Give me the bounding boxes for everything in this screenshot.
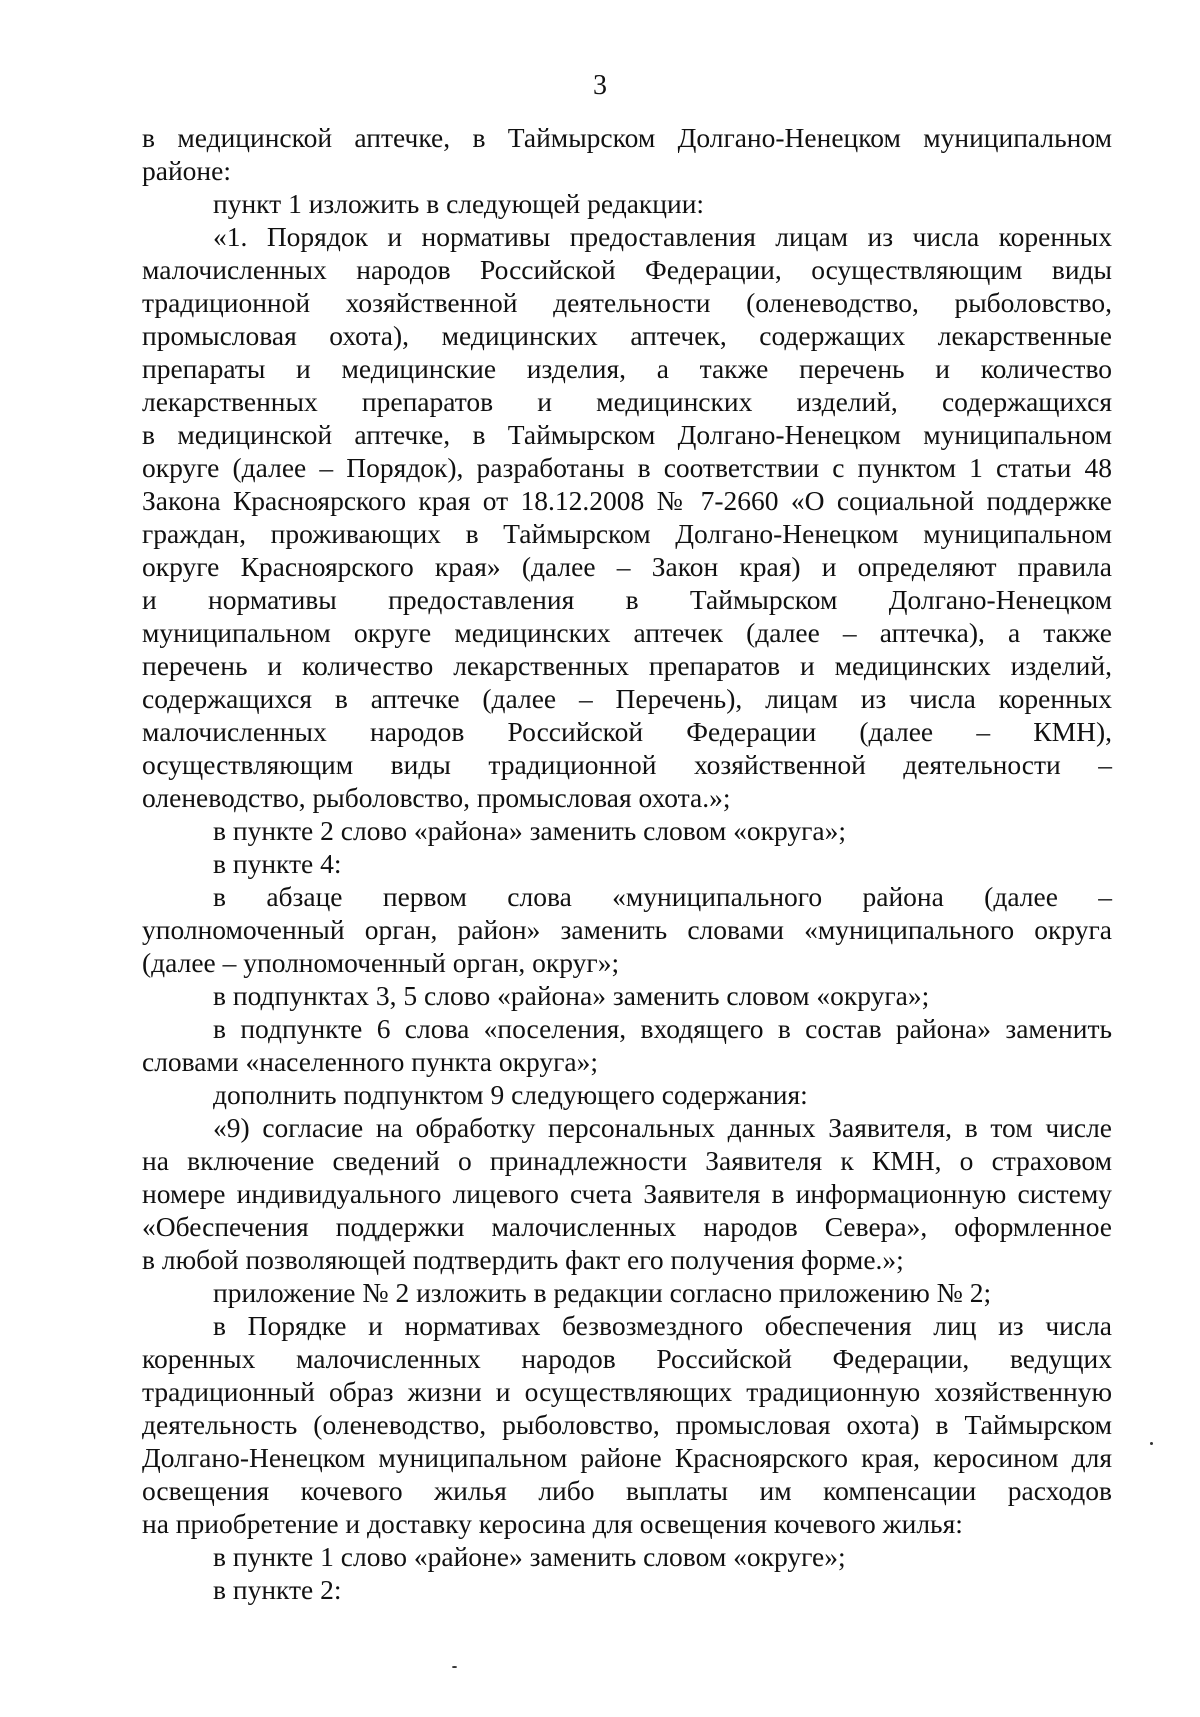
text-line: приложение № 2 изложить в редакции согласно приложению № 2; bbox=[213, 1277, 992, 1308]
text-line: в любой позволяющей подтвердить факт его получения форме.»; bbox=[142, 1244, 904, 1275]
text-line: традиционной хозяйственной деятельности (оленеводство, рыболовство, bbox=[142, 287, 1112, 318]
text-line: в абзаце первом слова «муниципального района (далее – bbox=[213, 881, 1112, 912]
text-line: лекарственных препаратов и медицинских изделий, содержащихся bbox=[142, 386, 1112, 417]
text-line: Закона Красноярского края от 18.12.2008 № 7-2660 «О социальной поддержке bbox=[142, 485, 1112, 516]
text-line: в подпунктах 3, 5 слово «района» заменить словом «округа»; bbox=[213, 980, 930, 1011]
text-line: оленеводство, рыболовство, промысловая охота.»; bbox=[142, 782, 731, 813]
text-line: перечень и количество лекарственных препаратов и медицинских изделий, bbox=[142, 650, 1112, 681]
text-line: содержащихся в аптечке (далее – Перечень), лицам из числа коренных bbox=[142, 683, 1112, 714]
text-line: округе Красноярского края» (далее – Закон края) и определяют правила bbox=[142, 551, 1112, 582]
scan-speck bbox=[1150, 1442, 1153, 1445]
text-line: на приобретение и доставку керосина для освещения кочевого жилья: bbox=[142, 1508, 963, 1539]
text-line: дополнить подпунктом 9 следующего содержания: bbox=[213, 1079, 808, 1110]
text-line: коренных малочисленных народов Российской Федерации, ведущих bbox=[142, 1343, 1112, 1374]
text-line: и нормативы предоставления в Таймырском Долгано-Ненецком bbox=[142, 584, 1112, 615]
text-line: районе: bbox=[142, 155, 231, 186]
text-line: в пункте 2: bbox=[213, 1574, 342, 1605]
document-body bbox=[142, 121, 1112, 1606]
text-line: деятельность (оленеводство, рыболовство, промысловая охота) в Таймырском bbox=[142, 1409, 1112, 1440]
text-line: в медицинской аптечке, в Таймырском Долгано-Ненецком муниципальном bbox=[142, 122, 1112, 153]
text-line: в пункте 4: bbox=[213, 848, 342, 879]
text-line: в подпункте 6 слова «поселения, входящего в состав района» заменить bbox=[213, 1013, 1112, 1044]
text-line: Долгано-Ненецком муниципальном районе Красноярского края, керосином для bbox=[142, 1442, 1112, 1473]
text-line: осуществляющим виды традиционной хозяйственной деятельности – bbox=[142, 749, 1112, 780]
text-line: в медицинской аптечке, в Таймырском Долгано-Ненецком муниципальном bbox=[142, 419, 1112, 450]
text-line: малочисленных народов Российской Федерации (далее – КМН), bbox=[142, 716, 1112, 747]
text-line: округе (далее – Порядок), разработаны в соответствии с пунктом 1 статьи 48 bbox=[142, 452, 1112, 483]
text-line: традиционный образ жизни и осуществляющих традиционную хозяйственную bbox=[142, 1376, 1112, 1407]
text-line: в пункте 1 слово «районе» заменить словом «округе»; bbox=[213, 1541, 846, 1572]
text-line: «9) согласие на обработку персональных данных Заявителя, в том числе bbox=[213, 1112, 1112, 1143]
text-line: малочисленных народов Российской Федерации, осуществляющим виды bbox=[142, 254, 1112, 285]
text-line: в пункте 2 слово «района» заменить словом «округа»; bbox=[213, 815, 846, 846]
text-line: пункт 1 изложить в следующей редакции: bbox=[213, 188, 705, 219]
text-line: промысловая охота), медицинских аптечек, содержащих лекарственные bbox=[142, 320, 1112, 351]
text-line: «Обеспечения поддержки малочисленных народов Севера», оформленное bbox=[142, 1211, 1112, 1242]
scan-speck bbox=[452, 1666, 457, 1668]
text-line: уполномоченный орган, район» заменить словами «муниципального округа bbox=[142, 914, 1112, 945]
text-line: муниципальном округе медицинских аптечек (далее – аптечка), а также bbox=[142, 617, 1112, 648]
text-line: (далее – уполномоченный орган, округ»; bbox=[142, 947, 620, 978]
text-line: номере индивидуального лицевого счета Заявителя в информационную систему bbox=[142, 1178, 1112, 1209]
text-line: в Порядке и нормативах безвозмездного обеспечения лиц из числа bbox=[213, 1310, 1112, 1341]
text-line: освещения кочевого жилья либо выплаты им компенсации расходов bbox=[142, 1475, 1112, 1506]
text-line: препараты и медицинские изделия, а также перечень и количество bbox=[142, 353, 1112, 384]
text-line: на включение сведений о принадлежности Заявителя к КМН, о страховом bbox=[142, 1145, 1112, 1176]
text-line: словами «населенного пункта округа»; bbox=[142, 1046, 598, 1077]
page-number: 3 bbox=[593, 70, 607, 101]
text-line: «1. Порядок и нормативы предоставления лицам из числа коренных bbox=[213, 221, 1112, 252]
text-line: граждан, проживающих в Таймырском Долгано-Ненецком муниципальном bbox=[142, 518, 1112, 549]
